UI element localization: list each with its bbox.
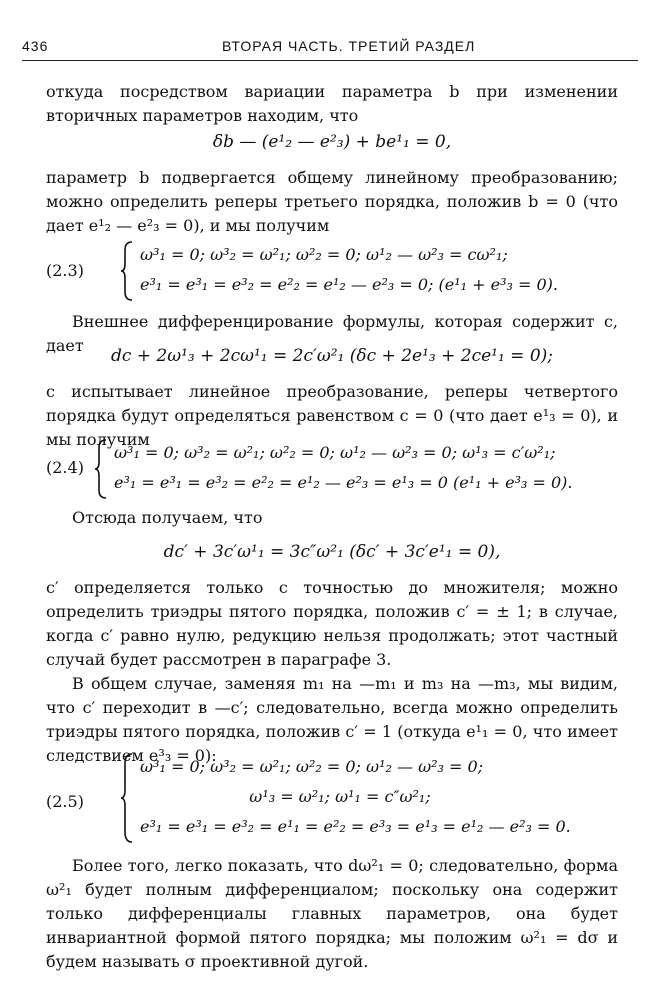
equation-variation-b: δb — (e¹₂ — e²₃) + be¹₁ = 0, (212, 132, 452, 152)
left-brace-icon (120, 752, 134, 844)
paragraph-2: параметр b подвергается общему линейному преобразованию; можно определить реперы третьего порядка, положив b = 0 (что дает e¹₂ — e²₃ = 0), и мы получим (46, 168, 618, 235)
paragraph-8: Более того, легко показать, что dω²₁ = 0; следовательно, форма ω²₁ будет полным дифференциалом; поскольку она содержит только дифференциалы главных параметров, она будет инвариантной формой пятого порядка; мы положим ω²₁ = dσ и будем называть σ проективной дугой. (46, 856, 618, 971)
left-brace-icon (120, 240, 134, 302)
running-title: ВТОРАЯ ЧАСТЬ. ТРЕТИЙ РАЗДЕЛ (222, 38, 476, 54)
equation-number-2-5: (2.5) (46, 792, 84, 811)
system-2-5 (140, 752, 571, 842)
system-2-3 (140, 240, 558, 300)
system-2-5-line-3: e³₁ = e³₁ = e³₂ = e¹₁ = e²₂ = e³₃ = e¹₃ = e¹₂ — e²₃ = 0. (140, 817, 571, 836)
system-2-5-line-2: ω¹₃ = ω²₁; ω¹₁ = c″ω²₁; (249, 787, 431, 806)
equation-number-2-4: (2.4) (46, 458, 84, 477)
system-2-3-line-2: e³₁ = e³₁ = e³₂ = e²₂ = e¹₂ — e²₃ = 0; (e¹₁ + e³₃ = 0). (140, 275, 558, 294)
equation-differentiation-c: dc + 2ω¹₃ + 2cω¹₁ = 2c′ω²₁ (δc + 2e¹₃ + 2ce¹₁ = 0); (110, 346, 554, 366)
equation-differentiation-c-prime: dc′ + 3c′ω¹₁ = 3c″ω²₁ (δc′ + 3c′e¹₁ = 0), (163, 542, 501, 562)
paragraph-3: Внешнее дифференцирование формулы, которая содержит c, дает (46, 312, 618, 355)
paragraph-4: c испытывает линейное преобразование, реперы четвертого порядка будут определяться равенством c = 0 (что дает e¹₃ = 0), и мы получим (46, 382, 618, 449)
equation-number-2-3: (2.3) (46, 261, 84, 280)
system-2-4-line-1: ω³₁ = 0; ω³₂ = ω²₁; ω²₂ = 0; ω¹₂ — ω²₃ = 0; ω¹₃ = c′ω²₁; (114, 443, 556, 462)
system-2-4-line-2: e³₁ = e³₁ = e³₂ = e²₂ = e¹₂ — e²₃ = e¹₃ = 0 (e¹₁ + e³₃ = 0). (114, 473, 573, 492)
system-2-4 (114, 438, 572, 498)
paragraph-7: В общем случае, заменяя m₁ на —m₁ и m₃ на —m₃, мы видим, что c′ переходит в —c′; следовательно, всегда можно определить триэдры пятого порядка, положив c′ = 1 (откуда e¹₁ = 0, что имеет следствием e³₃ = 0): (46, 674, 618, 765)
paragraph-1: откуда посредством вариации параметра b при изменении вторичных параметров находим, что (46, 82, 618, 125)
left-brace-icon (94, 438, 108, 500)
page-number: 436 (22, 38, 49, 54)
page-header (22, 36, 638, 61)
paragraph-5: Отсюда получаем, что (72, 508, 263, 527)
system-2-5-line-1: ω³₁ = 0; ω³₂ = ω²₁; ω²₂ = 0; ω¹₂ — ω²₃ = 0; (140, 757, 484, 776)
system-2-3-line-1: ω³₁ = 0; ω³₂ = ω²₁; ω²₂ = 0; ω¹₂ — ω²₃ = cω²₁; (140, 245, 508, 264)
paragraph-6: c′ определяется только с точностью до множителя; можно определить триэдры пятого порядка, положив c′ = ± 1; в случае, когда c′ равно нулю, редукцию нельзя продолжать; этот частный случай будет рассмотрен в параграфе 3. (46, 578, 618, 669)
